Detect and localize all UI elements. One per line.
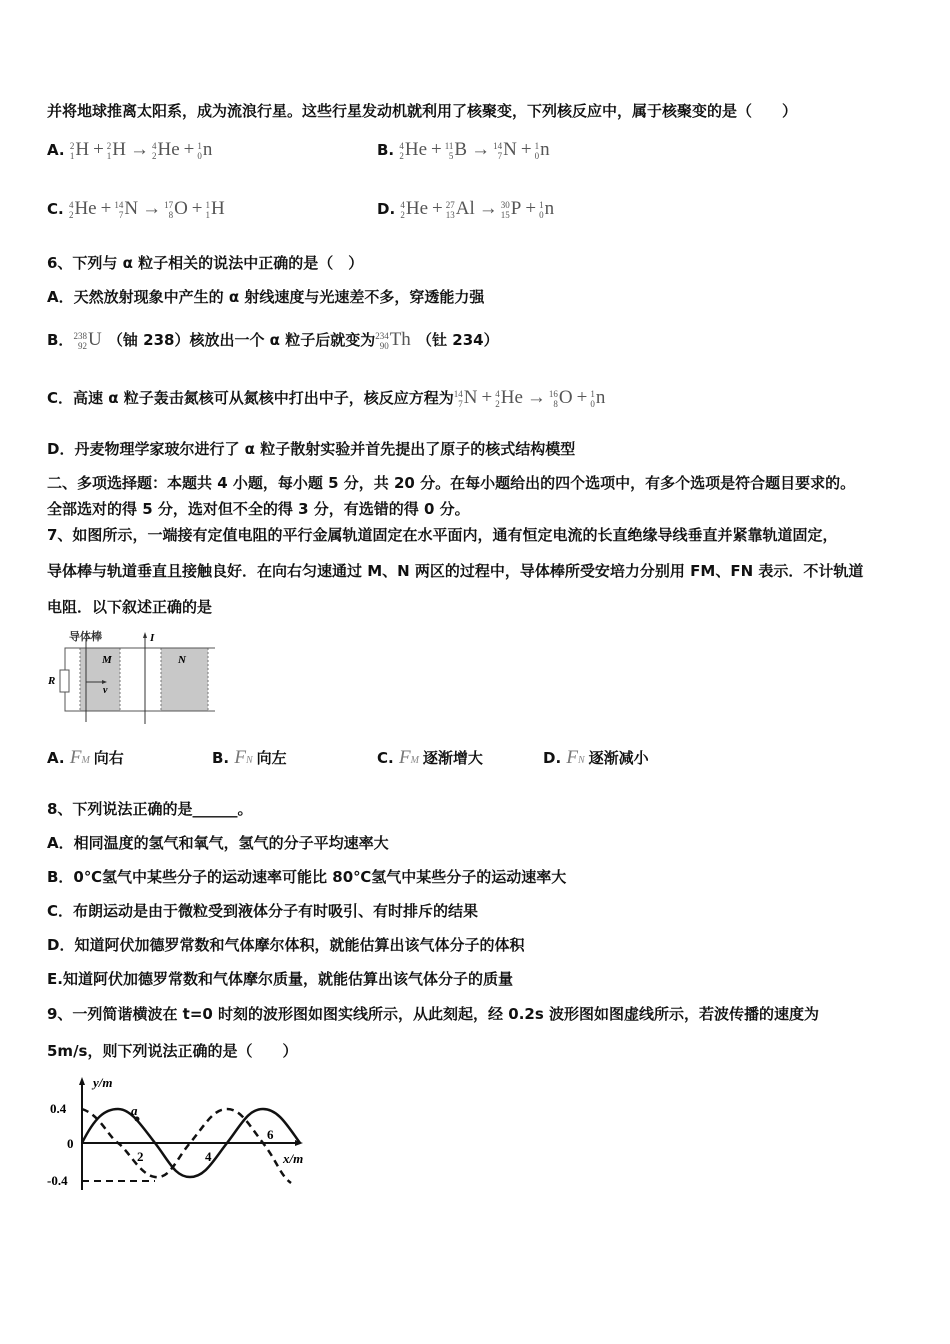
- tick-label: 0: [67, 1136, 74, 1151]
- mass-number: 2: [69, 140, 75, 151]
- force-subscript: N: [245, 755, 253, 766]
- operator: →: [526, 387, 546, 409]
- nuclide-numbers: [495, 389, 500, 409]
- atomic-number: 1: [205, 209, 211, 220]
- option-label: D.: [377, 200, 396, 218]
- q5-stem: 并将地球推离太阳系，成为流浪行星。这些行星发动机就利用了核聚变，下列核反应中，属于核聚变的是（ ）: [47, 102, 798, 120]
- element-symbol: He: [404, 139, 428, 161]
- option-label: A.: [47, 749, 65, 767]
- mass-number: 1: [539, 199, 544, 210]
- mass-number: 234: [375, 330, 389, 341]
- operator: →: [130, 139, 150, 161]
- atomic-number: 2: [495, 398, 500, 409]
- nuclide-numbers: [114, 200, 123, 220]
- q8-option-c: C．布朗运动是由于微粒受到液体分子有时吸引、有时排斥的结果: [47, 902, 479, 920]
- operator: +: [100, 198, 112, 220]
- operator: +: [191, 198, 203, 220]
- element-symbol: He: [157, 139, 180, 161]
- nuclide-numbers: [446, 200, 455, 220]
- formula: [73, 330, 102, 351]
- operator: +: [431, 139, 442, 161]
- nuclide-numbers: [69, 200, 74, 220]
- atomic-number: 90: [379, 340, 389, 351]
- operator: +: [432, 198, 443, 220]
- nuclide-numbers: [539, 200, 544, 220]
- q5-option-d: [377, 199, 555, 220]
- force-subscript: N: [578, 755, 585, 766]
- mass-number: 27: [445, 199, 455, 210]
- element-symbol: He: [500, 387, 523, 409]
- q8-option-a: A．相同温度的氢气和氧气，氢气的分子平均速率大: [47, 834, 389, 852]
- atomic-number: 5: [448, 150, 454, 161]
- tick-label: 0.4: [50, 1101, 67, 1116]
- force-symbol: F: [69, 747, 82, 768]
- option-text: C．高速 α 粒子轰击氮核可从氮核中打出中子，核反应方程为: [47, 389, 454, 407]
- wave-graph: [45, 1075, 315, 1195]
- x-axis-label: x/m: [283, 1151, 304, 1166]
- mass-number: 4: [68, 199, 74, 210]
- option-text: 向右: [93, 749, 124, 767]
- operator: +: [183, 139, 195, 161]
- q7-option-b: [212, 748, 287, 771]
- formula: [400, 199, 555, 220]
- q6-option-b: [47, 330, 499, 351]
- q7-option-c: [377, 748, 483, 771]
- mass-number: 1: [205, 199, 211, 210]
- mass-number: 1: [590, 388, 595, 399]
- mass-number: 4: [495, 388, 500, 399]
- tick-label: -0.4: [47, 1173, 68, 1188]
- element-symbol: U: [87, 329, 102, 351]
- mass-number: 1: [197, 140, 202, 151]
- tick-label: 4: [205, 1149, 212, 1164]
- option-label: B.: [377, 141, 395, 159]
- q7-option-d: [543, 748, 649, 771]
- q9-line1: 9、一列简谐横波在 t=0 时刻的波形图如图实线所示，从此刻起，经 0.2s 波形图如图虚线所示，若波传播的速度为: [47, 1005, 820, 1023]
- operator: +: [93, 139, 104, 161]
- option-label: A.: [47, 141, 65, 159]
- formula: [399, 140, 550, 161]
- element-symbol: n: [544, 198, 555, 220]
- q5-option-a: [47, 140, 213, 161]
- atomic-number: 92: [77, 340, 87, 351]
- operator: →: [142, 198, 162, 220]
- mass-number: 16: [548, 388, 558, 399]
- atomic-number: 7: [458, 398, 463, 409]
- operator: +: [481, 387, 493, 409]
- operator: +: [520, 139, 532, 161]
- nuclide-numbers: [535, 141, 540, 161]
- nuclide-numbers: [445, 141, 454, 161]
- operator: →: [471, 139, 491, 161]
- region-m-label: M: [102, 654, 112, 666]
- rod-label: 导体棒: [69, 631, 102, 643]
- q8-option-e: E.知道阿伏加德罗常数和气体摩尔质量，就能估算出该气体分子的质量: [47, 970, 513, 988]
- mass-number: 1: [534, 140, 540, 151]
- force-subscript: M: [410, 755, 419, 766]
- option-text: （铀 238）核放出一个 α 粒子后就变为: [107, 331, 376, 349]
- element-symbol: O: [174, 198, 188, 220]
- element-symbol: H: [211, 198, 225, 220]
- element-symbol: O: [558, 387, 573, 409]
- atomic-number: 2: [68, 209, 74, 220]
- atomic-number: 2: [152, 150, 157, 161]
- section2-line2: 全部选对的得 5 分，选对但不全的得 3 分，有选错的得 0 分。: [47, 500, 470, 518]
- element-symbol: Th: [389, 329, 411, 351]
- q8-option-d: D．知道阿伏加德罗常数和气体摩尔体积，就能估算出该气体分子的体积: [47, 936, 525, 954]
- option-label: D.: [543, 749, 562, 767]
- atomic-number: 8: [553, 398, 558, 409]
- q5-option-c: [47, 199, 226, 220]
- nuclide-numbers: [454, 389, 463, 409]
- element-symbol: N: [463, 387, 478, 409]
- atomic-number: 1: [69, 150, 75, 161]
- element-symbol: H: [75, 139, 90, 161]
- option-text: 向左: [256, 749, 287, 767]
- force-subscript: M: [81, 755, 90, 766]
- nuclide-numbers: [206, 200, 211, 220]
- q8-stem: 8、下列说法正确的是______。: [47, 800, 253, 818]
- atomic-number: 13: [445, 209, 455, 220]
- element-symbol: He: [74, 198, 97, 220]
- atomic-number: 7: [497, 150, 503, 161]
- option-text: （钍 234）: [417, 331, 499, 349]
- resistor-label: R: [48, 675, 56, 687]
- operator: +: [576, 387, 588, 409]
- atomic-number: 0: [534, 150, 540, 161]
- section2-line1: 二、多项选择题：本题共 4 小题，每小题 5 分，共 20 分。在每小题给出的四个选项中，有多个选项是符合题目要求的。: [47, 474, 856, 492]
- q7-line1: 7、如图所示，一端接有定值电阻的平行金属轨道固定在水平面内，通有恒定电流的长直绝缘导线垂直并紧靠轨道固定，: [47, 526, 838, 544]
- nuclide-numbers: [152, 141, 157, 161]
- atomic-number: 7: [118, 209, 124, 220]
- mass-number: 4: [400, 199, 405, 210]
- mass-number: 30: [500, 199, 510, 210]
- y-axis-label: y/m: [93, 1075, 113, 1090]
- q6-option-d: D．丹麦物理学家玻尔进行了 α 粒子散射实验并首先提出了原子的核式结构模型: [47, 440, 576, 458]
- atomic-number: 0: [539, 209, 544, 220]
- nuclide-numbers: [400, 200, 405, 220]
- q7-line3: 电阻．以下叙述正确的是: [47, 598, 213, 616]
- atomic-number: 1: [106, 150, 112, 161]
- formula: [375, 330, 412, 351]
- force-symbol: F: [234, 747, 246, 768]
- option-text: 逐渐减小: [588, 749, 649, 767]
- q7-option-a: [47, 748, 124, 771]
- option-label: C.: [377, 749, 394, 767]
- mass-number: 2: [106, 140, 112, 151]
- atomic-number: 2: [399, 150, 404, 161]
- atomic-number: 15: [500, 209, 510, 220]
- tick-label: 6: [267, 1127, 274, 1142]
- element-symbol: n: [595, 387, 606, 409]
- nuclide-numbers: [493, 141, 502, 161]
- operator: →: [478, 198, 498, 220]
- element-symbol: H: [112, 139, 127, 161]
- nuclide-numbers: [164, 200, 173, 220]
- element-symbol: B: [454, 139, 468, 161]
- option-label: B.: [212, 749, 230, 767]
- q6-option-a: A．天然放射现象中产生的 α 射线速度与光速差不多，穿透能力强: [47, 288, 485, 306]
- mass-number: 11: [444, 140, 454, 151]
- option-label: C.: [47, 200, 64, 218]
- point-label: a: [131, 1103, 138, 1118]
- option-text: 逐渐增大: [422, 749, 483, 767]
- operator: +: [525, 198, 537, 220]
- nuclide-numbers: [549, 389, 558, 409]
- dashed-wave: [82, 1109, 291, 1183]
- element-symbol: n: [540, 139, 550, 161]
- atomic-number: 0: [197, 150, 202, 161]
- nuclide-numbers: [399, 141, 404, 161]
- q9-line2: 5m/s，则下列说法正确的是（ ）: [47, 1042, 298, 1060]
- formula: [454, 388, 607, 409]
- option-label: B．: [47, 331, 74, 349]
- nuclide-numbers: [197, 141, 202, 161]
- element-symbol: P: [510, 198, 522, 220]
- mass-number: 238: [73, 330, 87, 341]
- tick-label: 2: [137, 1149, 144, 1164]
- nuclide-numbers: [375, 331, 389, 351]
- nuclide-numbers: [590, 389, 595, 409]
- nuclide-numbers: [107, 141, 112, 161]
- formula: [69, 199, 226, 220]
- force-symbol: F: [566, 747, 578, 768]
- element-symbol: Al: [455, 198, 475, 220]
- mass-number: 17: [164, 199, 174, 210]
- atomic-number: 8: [168, 209, 174, 220]
- nuclide-numbers: [501, 200, 510, 220]
- nuclide-numbers: [70, 141, 75, 161]
- velocity-label: v: [103, 685, 108, 696]
- q7-line2: 导体棒与轨道垂直且接触良好．在向右匀速通过 M、N 两区的过程中，导体棒所受安培力分别用 FM、FN 表示．不计轨道: [47, 562, 864, 580]
- atomic-number: 0: [590, 398, 595, 409]
- mass-number: 14: [114, 199, 124, 210]
- nuclide-numbers: [73, 331, 87, 351]
- q8-option-b: B．0℃氢气中某些分子的运动速率可能比 80℃氢气中某些分子的运动速率大: [47, 868, 567, 886]
- formula: [70, 140, 214, 161]
- mass-number: 4: [399, 140, 404, 151]
- q6-option-c: [47, 388, 606, 409]
- mass-number: 14: [493, 140, 503, 151]
- rail-figure: [45, 626, 225, 726]
- element-symbol: N: [503, 139, 517, 161]
- force-symbol: F: [398, 747, 411, 768]
- mass-number: 14: [453, 388, 463, 399]
- element-symbol: He: [405, 198, 429, 220]
- current-label: I: [150, 632, 155, 644]
- region-n-label: N: [178, 654, 186, 666]
- element-symbol: n: [202, 139, 213, 161]
- q5-option-b: [377, 140, 551, 161]
- resistor: [60, 670, 69, 692]
- element-symbol: N: [124, 198, 139, 220]
- mass-number: 4: [152, 140, 157, 151]
- atomic-number: 2: [400, 209, 405, 220]
- q6-stem: 6、下列与 α 粒子相关的说法中正确的是（ ）: [47, 254, 364, 272]
